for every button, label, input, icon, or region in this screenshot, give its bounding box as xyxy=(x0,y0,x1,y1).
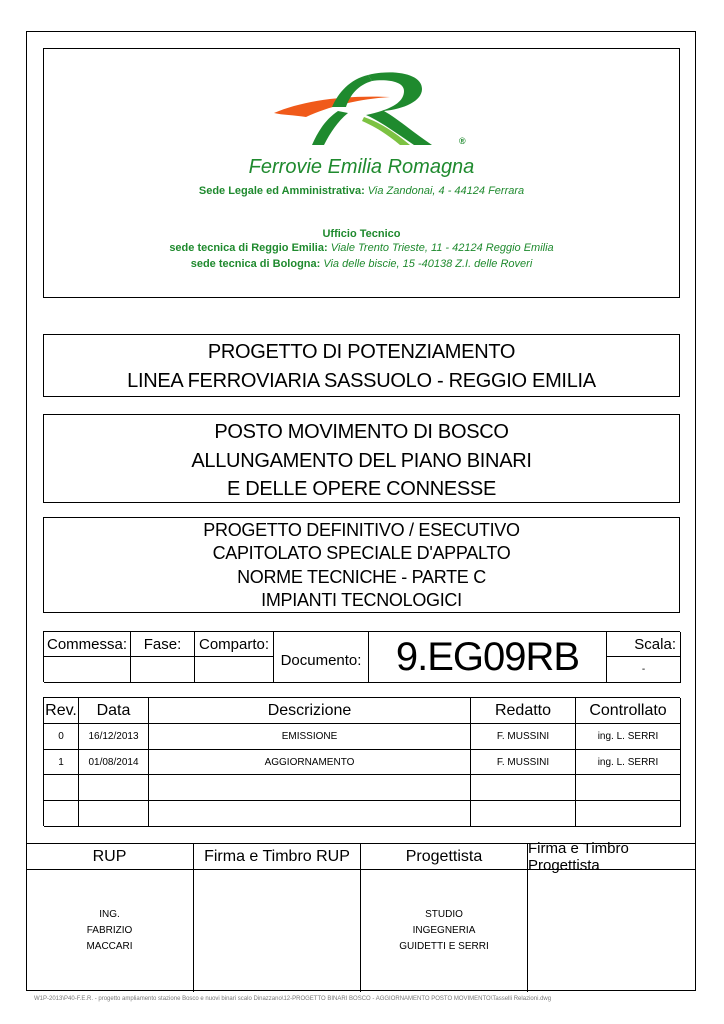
row-0-redatto: F. MUSSINI xyxy=(471,724,576,750)
row-2-rev xyxy=(44,775,79,801)
commessa-value xyxy=(44,657,131,683)
subject-line-1: POSTO MOVIMENTO DI BOSCO xyxy=(214,421,509,443)
firma-rup-header: Firma e Timbro RUP xyxy=(194,844,361,870)
row-0-rev: 0 xyxy=(44,724,79,750)
row-3-controllato xyxy=(576,801,681,827)
legal-address-value: Via Zandonai, 4 - 44124 Ferrara xyxy=(364,185,525,197)
rup-name-line-1: ING. xyxy=(99,909,120,920)
doc-title-line-4: IMPIANTI TECNOLOGICI xyxy=(261,590,462,610)
subject-line-2: ALLUNGAMENTO DEL PIANO BINARI xyxy=(191,450,532,472)
progettista-header: Progettista xyxy=(361,844,528,870)
row-1-data: 01/08/2014 xyxy=(79,750,149,775)
rup-name-line-2: FABRIZIO xyxy=(86,925,133,936)
rup-name-line-3: MACCARI xyxy=(86,941,133,952)
project-title-box xyxy=(43,334,680,397)
fer-logo xyxy=(272,71,462,151)
progettista-name-cell xyxy=(361,870,528,992)
bologna-address-value: Via delle biscie, 15 -40138 Z.I. delle Roveri xyxy=(320,258,533,270)
fase-value xyxy=(131,657,195,683)
revisions-table xyxy=(43,697,680,826)
doc-title-line-1: PROGETTO DEFINITIVO / ESECUTIVO xyxy=(203,520,520,540)
fase-label: Fase: xyxy=(131,632,195,657)
header-controllato: Controllato xyxy=(576,698,681,724)
firma-progettista-cell xyxy=(528,870,696,992)
rup-header: RUP xyxy=(26,844,194,870)
subject-box xyxy=(43,414,680,503)
comparto-value xyxy=(195,657,274,683)
file-path-footer: W1P-2013\P40-F.E.R. - progetto ampliamento stazione Bosco e nuovi binari scalo Dinazzano\12-PROGETTO BINARI BOSCO - AGGIORNAMENTO POSTO MOVIMENTO\Tasselli Relazioni.dwg xyxy=(34,996,552,1002)
rup-name-cell xyxy=(26,870,194,992)
row-0-descrizione: EMISSIONE xyxy=(149,724,471,750)
comparto-label: Comparto: xyxy=(195,632,274,657)
project-line-2: LINEA FERROVIARIA SASSUOLO - REGGIO EMILIA xyxy=(127,370,596,392)
scala-value: - xyxy=(607,657,681,683)
row-2-descrizione xyxy=(149,775,471,801)
bologna-address-label: sede tecnica di Bologna: xyxy=(190,258,321,270)
documento-label: Documento: xyxy=(274,632,369,683)
row-1-redatto: F. MUSSINI xyxy=(471,750,576,775)
legal-address xyxy=(44,185,679,197)
row-2-redatto xyxy=(471,775,576,801)
prog-name-line-2: INGEGNERIA xyxy=(412,925,476,936)
doc-title-line-3: NORME TECNICHE - PARTE C xyxy=(237,567,486,587)
row-1-rev: 1 xyxy=(44,750,79,775)
document-title-box xyxy=(43,517,680,613)
header-data: Data xyxy=(79,698,149,724)
bologna-address xyxy=(44,258,679,270)
row-3-data xyxy=(79,801,149,827)
header-box xyxy=(43,48,680,298)
scala-label: Scala: xyxy=(607,632,681,657)
reggio-address xyxy=(44,242,679,254)
row-2-controllato xyxy=(576,775,681,801)
registered-mark: ® xyxy=(459,136,466,146)
header-rev: Rev. xyxy=(44,698,79,724)
firma-rup-cell xyxy=(194,870,361,992)
signatures-table xyxy=(26,839,696,991)
header-redatto: Redatto xyxy=(471,698,576,724)
subject-line-3: E DELLE OPERE CONNESSE xyxy=(226,478,497,500)
row-3-rev xyxy=(44,801,79,827)
prog-name-line-3: GUIDETTI E SERRI xyxy=(399,941,489,952)
row-1-controllato: ing. L. SERRI xyxy=(576,750,681,775)
row-3-redatto xyxy=(471,801,576,827)
project-line-1: PROGETTO DI POTENZIAMENTO xyxy=(207,341,516,363)
row-0-controllato: ing. L. SERRI xyxy=(576,724,681,750)
company-name: Ferrovie Emilia Romagna xyxy=(248,156,475,178)
doc-title-line-2: CAPITOLATO SPECIALE D'APPALTO xyxy=(212,543,511,563)
codes-table xyxy=(43,631,680,682)
header-descrizione: Descrizione xyxy=(149,698,471,724)
reggio-address-value: Viale Trento Trieste, 11 - 42124 Reggio Emilia xyxy=(327,242,554,254)
legal-address-label: Sede Legale ed Amministrativa: xyxy=(198,185,365,197)
row-1-descrizione: AGGIORNAMENTO xyxy=(149,750,471,775)
row-0-data: 16/12/2013 xyxy=(79,724,149,750)
document-code: 9.EG09RB xyxy=(369,632,607,683)
prog-name-line-1: STUDIO xyxy=(425,909,463,920)
reggio-address-label: sede tecnica di Reggio Emilia: xyxy=(169,242,328,254)
ufficio-tecnico: Ufficio Tecnico xyxy=(322,228,401,240)
row-3-descrizione xyxy=(149,801,471,827)
commessa-label: Commessa: xyxy=(44,632,131,657)
row-2-data xyxy=(79,775,149,801)
firma-progettista-header: Firma e Timbro Progettista xyxy=(528,844,696,870)
